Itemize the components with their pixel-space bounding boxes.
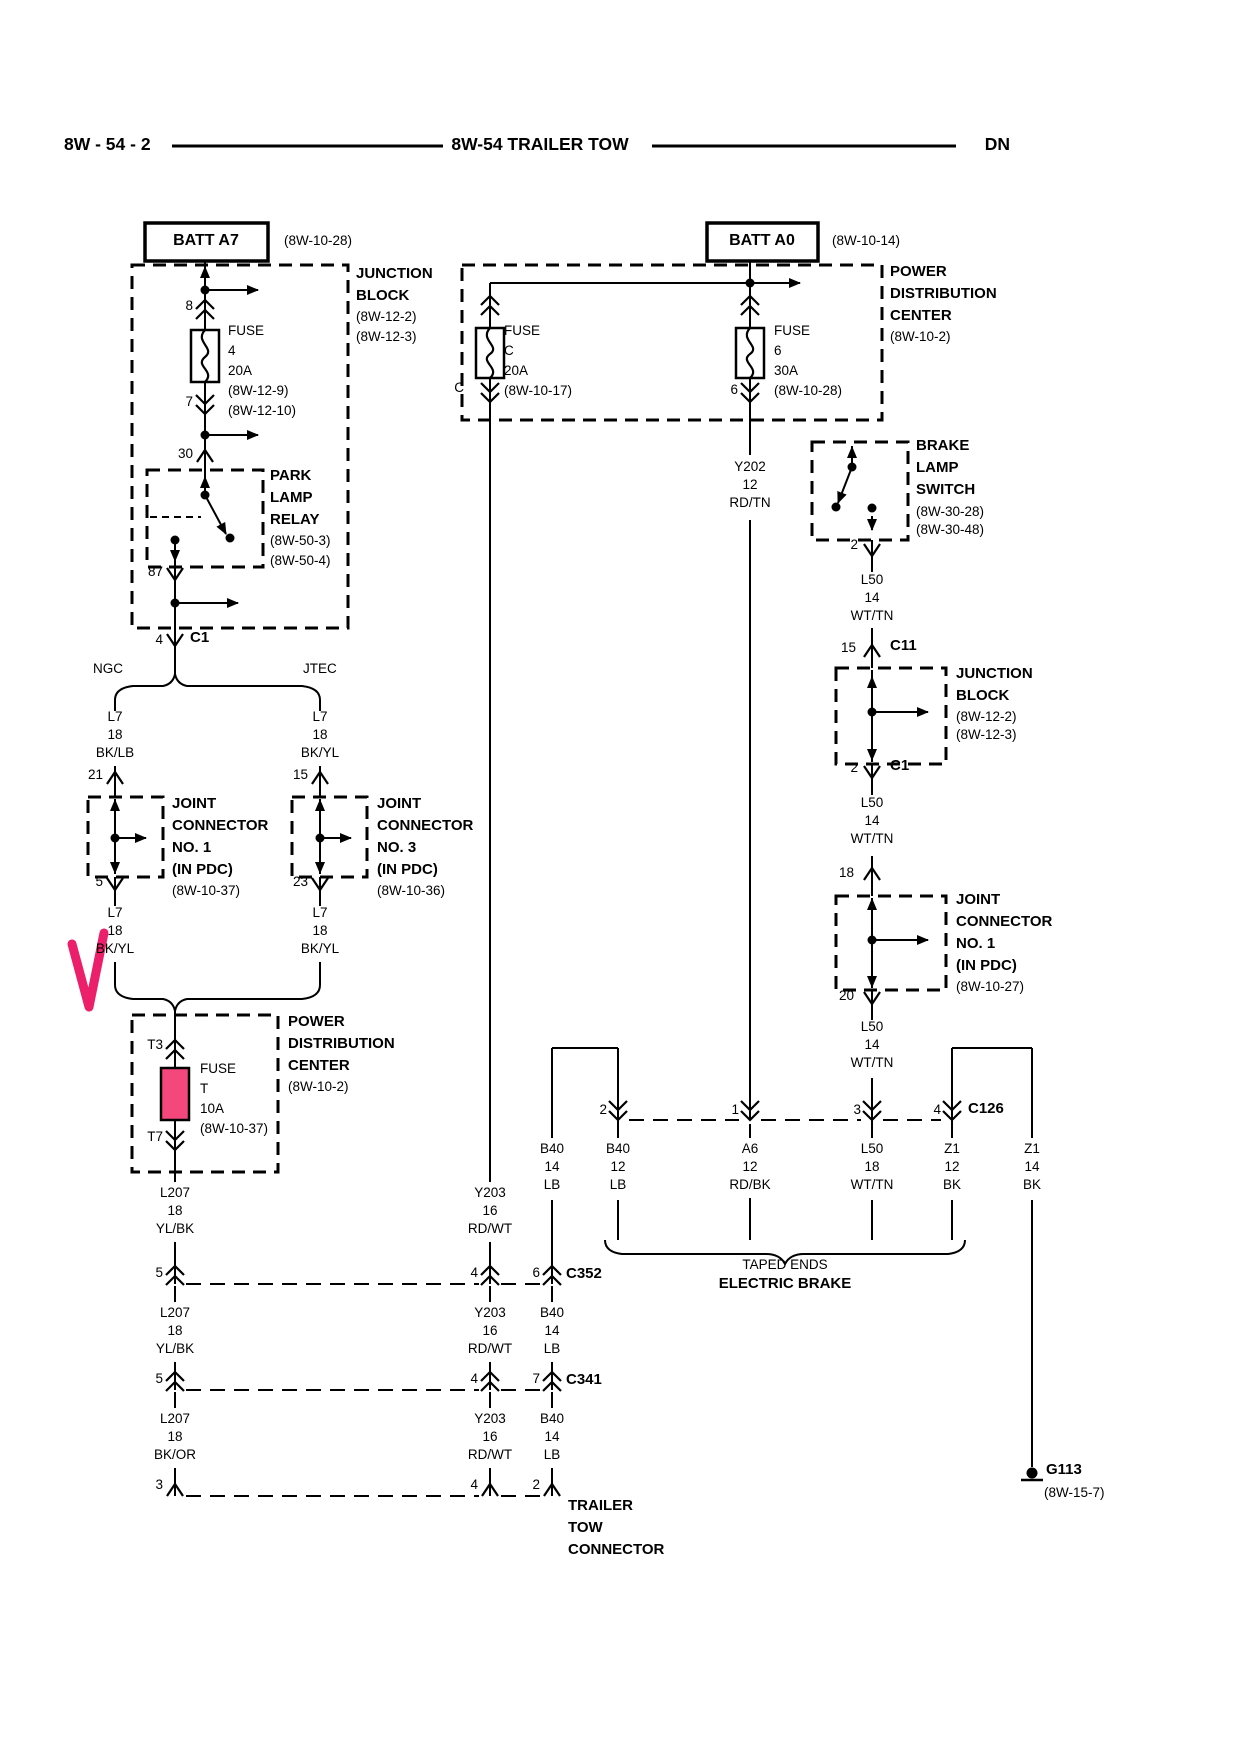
batt-a7-label: BATT A7: [173, 232, 239, 249]
fuse-t-amps: 10A: [200, 1101, 225, 1116]
jc1-right-name3: NO. 1: [956, 935, 996, 952]
tow-connector-name3: CONNECTOR: [568, 1541, 665, 1558]
wire-label: 14: [544, 1159, 560, 1174]
batt-a0-ref: (8W-10-14): [832, 233, 901, 248]
wire-label: RD/TN: [729, 495, 771, 510]
fuse6-id: 6: [774, 343, 782, 358]
jb-right-name2: BLOCK: [956, 687, 1010, 704]
wire-label: LB: [609, 1177, 627, 1192]
wire-label: BK/YL: [300, 745, 340, 760]
brake-switch-ref2: (8W-30-48): [916, 522, 985, 537]
tow-connector-name1: TRAILER: [568, 1497, 633, 1514]
fuse-t-ref: (8W-10-37): [200, 1121, 269, 1136]
fuse-t-name: FUSE: [200, 1061, 237, 1076]
junction-block-right-box: [836, 668, 946, 764]
relay-name3: RELAY: [270, 511, 320, 528]
c126-pin-3: 3: [853, 1102, 861, 1117]
brake-switch-lever: [838, 467, 852, 503]
relay-name1: PARK: [270, 467, 312, 484]
fuse4-amps: 20A: [228, 363, 253, 378]
wire-label: 18: [167, 1203, 183, 1218]
brake-switch-name1: BRAKE: [916, 437, 970, 454]
pin-87: 87: [147, 564, 163, 579]
fuse6-ref: (8W-10-28): [774, 383, 843, 398]
c126-pin-4: 4: [933, 1102, 941, 1117]
wires: [115, 261, 1032, 1496]
wire-label: WT/TN: [850, 608, 894, 623]
batt-a0-label: BATT A0: [729, 232, 795, 249]
wire-label: WT/TN: [850, 1177, 894, 1192]
pin-c: C: [454, 380, 464, 395]
c126-pin-2: 2: [599, 1102, 607, 1117]
c341-pin-7: 7: [532, 1371, 540, 1386]
fuse6-element: [747, 328, 753, 378]
pdc-right-name3: CENTER: [890, 307, 952, 324]
pin-30: 30: [177, 446, 193, 461]
jc1-left-ref: (8W-10-37): [172, 883, 241, 898]
c341-pin-5: 5: [155, 1371, 163, 1386]
wire-label: Z1: [944, 1141, 960, 1156]
wire-label: BK/YL: [95, 941, 135, 956]
jb-left-ref2: (8W-12-3): [356, 329, 417, 344]
c341-pin-4: 4: [470, 1371, 478, 1386]
c352-pin-4: 4: [470, 1265, 478, 1280]
ground-symbol-g113: [1021, 1468, 1043, 1481]
jc1-left-name1: JOINT: [172, 795, 217, 812]
wire-label: Y203: [474, 1411, 506, 1426]
jc1-right-name4: (IN PDC): [956, 957, 1017, 974]
wire-label: L207: [159, 1305, 191, 1320]
wire-label: 14: [544, 1323, 560, 1338]
relay-lever: [205, 495, 226, 534]
wire-label: 12: [742, 477, 758, 492]
junction-block-left-box: [132, 265, 348, 628]
pdc-left-name2: DISTRIBUTION: [288, 1035, 395, 1052]
wire-label: 18: [167, 1323, 183, 1338]
fuse-t-id: T: [200, 1081, 209, 1096]
wire-label: LB: [543, 1177, 561, 1192]
taped-ends-label: TAPED ENDS: [742, 1257, 828, 1272]
wire-label: L50: [860, 795, 884, 810]
fuse4-ref2: (8W-12-10): [228, 403, 297, 418]
connector-c1-right: C1: [890, 757, 910, 774]
wire-label: RD/WT: [467, 1447, 513, 1462]
fuse-c-ref: (8W-10-17): [504, 383, 573, 398]
pin-15: 15: [292, 767, 308, 782]
pin-15-c11: 15: [840, 640, 856, 655]
wire-label: Y202: [734, 459, 766, 474]
wire-label: Y203: [474, 1305, 506, 1320]
jc1-left-name4: (IN PDC): [172, 861, 233, 878]
jc3-name3: NO. 3: [377, 839, 417, 856]
tow-pin-4: 4: [470, 1477, 478, 1492]
brake-switch-name2: LAMP: [916, 459, 959, 476]
wire-label: BK/YL: [300, 941, 340, 956]
brake-lamp-switch-box: [812, 442, 908, 540]
split-brace-ngc-jtec: [115, 674, 320, 700]
jc3-name4: (IN PDC): [377, 861, 438, 878]
wire-label: L50: [860, 572, 884, 587]
wire-label: 14: [1024, 1159, 1040, 1174]
tow-connector-name2: TOW: [568, 1519, 603, 1536]
page-title: 8W-54 TRAILER TOW: [451, 134, 629, 154]
jb-left-name: JUNCTION: [356, 265, 433, 282]
wire-label: WT/TN: [850, 831, 894, 846]
page-code: DN: [984, 134, 1010, 154]
wire-label: 14: [864, 590, 880, 605]
jb-right-ref2: (8W-12-3): [956, 727, 1017, 742]
pin-20: 20: [838, 988, 854, 1003]
jc3-name2: CONNECTOR: [377, 817, 474, 834]
wire-label: L7: [312, 709, 328, 724]
connector-c352: C352: [566, 1265, 602, 1282]
wire-label: A6: [741, 1141, 759, 1156]
pin-6: 6: [730, 382, 738, 397]
connector-c126: C126: [968, 1100, 1004, 1117]
fuse4-name: FUSE: [228, 323, 265, 338]
pin-t7: T7: [147, 1129, 163, 1144]
wire-label: 18: [167, 1429, 183, 1444]
pin-t3: T3: [147, 1037, 163, 1052]
wire-label: Z1: [1024, 1141, 1040, 1156]
pdc-right-name1: POWER: [890, 263, 947, 280]
wire-label: RD/WT: [467, 1341, 513, 1356]
wire-label: RD/WT: [467, 1221, 513, 1236]
pin-7: 7: [185, 394, 193, 409]
wire-label: 12: [610, 1159, 626, 1174]
pin-4: 4: [155, 632, 163, 647]
connector-c11: C11: [890, 637, 917, 654]
wire-label: 12: [742, 1159, 758, 1174]
wire-label: 18: [107, 923, 123, 938]
branch-jtec: JTEC: [303, 661, 337, 676]
wire-label: Y203: [474, 1185, 506, 1200]
fuse-c-name: FUSE: [504, 323, 541, 338]
pin-5: 5: [95, 874, 103, 889]
electric-brake-label: ELECTRIC BRAKE: [718, 1275, 852, 1292]
jc1-right-ref: (8W-10-27): [956, 979, 1025, 994]
wire-label: L207: [159, 1185, 191, 1200]
fuse6-amps: 30A: [774, 363, 799, 378]
c352-pin-5: 5: [155, 1265, 163, 1280]
pin-23: 23: [292, 874, 308, 889]
jb-right-name1: JUNCTION: [956, 665, 1033, 682]
component-dashed-boxes: [88, 265, 946, 1172]
c352-pin-6: 6: [532, 1265, 540, 1280]
wire-label: BK/LB: [95, 745, 135, 760]
wire-label: 18: [107, 727, 123, 742]
jb-left-ref1: (8W-12-2): [356, 309, 417, 324]
battery-boxes: [145, 223, 818, 261]
fuse-c-amps: 20A: [504, 363, 529, 378]
wire-label: 14: [544, 1429, 560, 1444]
wire-label: L207: [159, 1411, 191, 1426]
joint-connector-1-right-box: [836, 896, 946, 990]
fuse-c-element: [487, 328, 493, 378]
wire-label: B40: [605, 1141, 631, 1156]
merge-brace-left: [115, 985, 320, 1011]
wire-label: B40: [539, 1141, 565, 1156]
wire-label: 18: [864, 1159, 880, 1174]
jc3-name1: JOINT: [377, 795, 422, 812]
pin-8: 8: [185, 298, 193, 313]
pin-21: 21: [87, 767, 103, 782]
wire-label: 16: [482, 1429, 498, 1444]
tow-pin-2: 2: [532, 1477, 540, 1492]
branch-ngc: NGC: [93, 661, 123, 676]
ground-g113-ref: (8W-15-7): [1044, 1485, 1105, 1500]
page-number: 8W - 54 - 2: [64, 134, 151, 154]
brake-switch-name3: SWITCH: [916, 481, 976, 498]
wire-label: 12: [944, 1159, 960, 1174]
wire-label: L7: [312, 905, 328, 920]
pdc-left-name1: POWER: [288, 1013, 345, 1030]
wire-label: 16: [482, 1323, 498, 1338]
relay-ref2: (8W-50-4): [270, 553, 331, 568]
fuse4-ref1: (8W-12-9): [228, 383, 289, 398]
wire-label: L7: [107, 905, 123, 920]
wire-label: WT/TN: [850, 1055, 894, 1070]
wire-label: BK: [1022, 1177, 1042, 1192]
connector-c341: C341: [566, 1371, 602, 1388]
wire-label: YL/BK: [155, 1221, 195, 1236]
fuse4-element: [202, 330, 208, 382]
brake-switch-ref1: (8W-30-28): [916, 504, 985, 519]
wire-label: B40: [539, 1411, 565, 1426]
jb-right-ref1: (8W-12-2): [956, 709, 1017, 724]
wire-label: 14: [864, 1037, 880, 1052]
jc1-left-name3: NO. 1: [172, 839, 212, 856]
jc1-right-name2: CONNECTOR: [956, 913, 1053, 930]
fuse4-id: 4: [228, 343, 236, 358]
pdc-right-name2: DISTRIBUTION: [890, 285, 997, 302]
ground-g113-name: G113: [1046, 1461, 1082, 1478]
pin-2-c1: 2: [850, 760, 858, 775]
batt-a7-ref: (8W-10-28): [284, 233, 353, 248]
pin-18: 18: [838, 865, 854, 880]
fuse-t-highlighted-box: [161, 1068, 189, 1120]
wire-label: L50: [860, 1141, 884, 1156]
wire-label: B40: [539, 1305, 565, 1320]
wire-label: 14: [864, 813, 880, 828]
wire-label: L50: [860, 1019, 884, 1034]
jb-left-name2: BLOCK: [356, 287, 410, 304]
wire-label: LB: [543, 1447, 561, 1462]
wire-label: L7: [107, 709, 123, 724]
tow-pin-3: 3: [155, 1477, 163, 1492]
relay-ref1: (8W-50-3): [270, 533, 331, 548]
fuse6-name: FUSE: [774, 323, 811, 338]
relay-name2: LAMP: [270, 489, 313, 506]
wire-label: LB: [543, 1341, 561, 1356]
c126-pin-1: 1: [731, 1102, 739, 1117]
wire-label: RD/BK: [729, 1177, 771, 1192]
wire-label: BK/OR: [153, 1447, 197, 1462]
fuse-boxes: [161, 328, 764, 1120]
jc3-ref: (8W-10-36): [377, 883, 446, 898]
wire-label: 18: [312, 923, 328, 938]
wire-label: 18: [312, 727, 328, 742]
wire-label: YL/BK: [155, 1341, 195, 1356]
fuse-c-id: C: [504, 343, 514, 358]
jc1-left-name2: CONNECTOR: [172, 817, 269, 834]
jc1-right-name1: JOINT: [956, 891, 1001, 908]
pdc-right-ref: (8W-10-2): [890, 329, 951, 344]
wire-label: 16: [482, 1203, 498, 1218]
pin-2-brake: 2: [850, 537, 858, 552]
wire-label: BK: [942, 1177, 962, 1192]
connector-c1-left: C1: [190, 629, 210, 646]
pdc-left-name3: CENTER: [288, 1057, 350, 1074]
pdc-left-ref: (8W-10-2): [288, 1079, 349, 1094]
